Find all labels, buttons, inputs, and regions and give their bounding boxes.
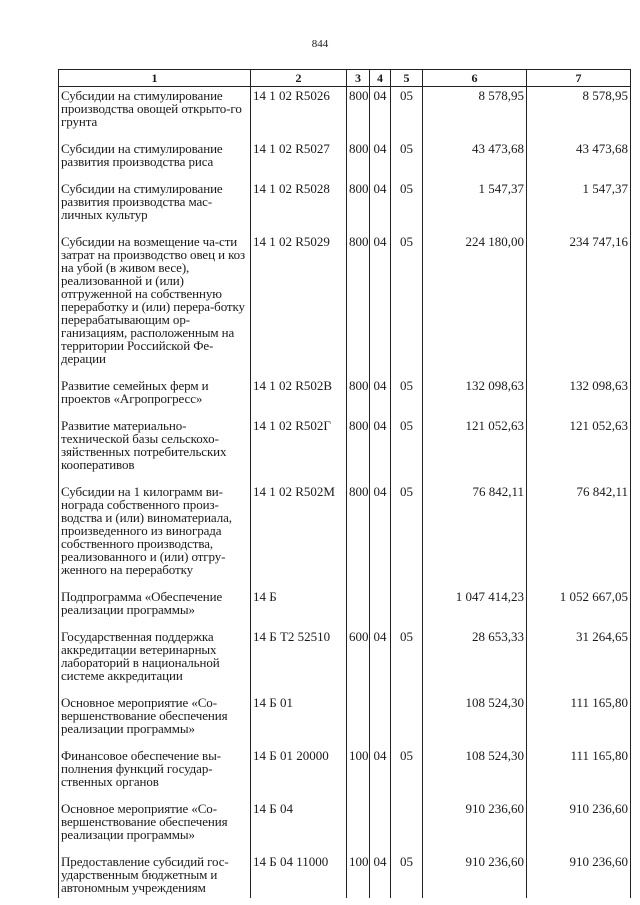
row-code: 14 1 02 R5026 (251, 87, 347, 141)
row-col3: 800 (347, 140, 370, 180)
row-name: Субсидии на стимулирование развития производства мас-личных культур (59, 180, 251, 233)
row-code: 14 Б 04 11000 (251, 853, 347, 898)
row-code: 14 1 02 R502Г (251, 417, 347, 483)
row-col5: 05 (391, 377, 423, 417)
column-header: 4 (370, 70, 391, 87)
column-header: 2 (251, 70, 347, 87)
row-name: Развитие семейных ферм и проектов «Агропрогресс» (59, 377, 251, 417)
row-col4: 04 (370, 853, 391, 898)
row-name: Подпрограмма «Обеспечение реализации программы» (59, 588, 251, 628)
row-code: 14 1 02 R502М (251, 483, 347, 588)
row-name: Государственная поддержка аккредитации ветеринарных лабораторий в национальной системе аккредитации (59, 628, 251, 694)
table-row (59, 233, 631, 377)
row-col7: 234 747,16 (527, 233, 631, 377)
row-col7: 111 165,80 (527, 747, 631, 800)
row-col6: 108 524,30 (423, 747, 527, 800)
table-row (59, 87, 631, 141)
row-col4: 04 (370, 140, 391, 180)
table-row (59, 588, 631, 628)
row-col6: 108 524,30 (423, 694, 527, 747)
row-col3: 800 (347, 377, 370, 417)
row-col4: 04 (370, 483, 391, 588)
row-col6: 28 653,33 (423, 628, 527, 694)
row-col7: 1 052 667,05 (527, 588, 631, 628)
row-code: 14 1 02 R502В (251, 377, 347, 417)
row-col5: 05 (391, 180, 423, 233)
table-row (59, 853, 631, 898)
table-row (59, 417, 631, 483)
row-col4: 04 (370, 87, 391, 141)
row-col6: 43 473,68 (423, 140, 527, 180)
column-header: 6 (423, 70, 527, 87)
row-col6: 1 547,37 (423, 180, 527, 233)
row-col5: 05 (391, 747, 423, 800)
row-col7: 121 052,63 (527, 417, 631, 483)
row-code: 14 1 02 R5028 (251, 180, 347, 233)
table-row (59, 694, 631, 747)
table-row (59, 747, 631, 800)
row-code: 14 Б Т2 52510 (251, 628, 347, 694)
row-col4: 04 (370, 180, 391, 233)
column-header: 1 (59, 70, 251, 87)
row-col7: 31 264,65 (527, 628, 631, 694)
row-code: 14 Б 01 (251, 694, 347, 747)
row-col5: 05 (391, 853, 423, 898)
row-col5 (391, 588, 423, 628)
row-col3 (347, 588, 370, 628)
row-col6: 910 236,60 (423, 800, 527, 853)
row-code: 14 Б (251, 588, 347, 628)
row-col5 (391, 800, 423, 853)
column-header: 5 (391, 70, 423, 87)
row-code: 14 Б 01 20000 (251, 747, 347, 800)
row-col4 (370, 694, 391, 747)
row-col6: 8 578,95 (423, 87, 527, 141)
row-col3 (347, 694, 370, 747)
row-code: 14 1 02 R5027 (251, 140, 347, 180)
row-col7: 111 165,80 (527, 694, 631, 747)
row-col5: 05 (391, 628, 423, 694)
row-col3: 800 (347, 483, 370, 588)
table-row (59, 140, 631, 180)
row-col3: 800 (347, 180, 370, 233)
row-col7: 43 473,68 (527, 140, 631, 180)
page-number: 844 (311, 38, 329, 50)
row-col4: 04 (370, 233, 391, 377)
row-col3: 800 (347, 417, 370, 483)
row-name: Развитие материально-технической базы сельскохо-зяйственных потребительских кооперативов (59, 417, 251, 483)
row-name: Основное мероприятие «Со-вершенствование обеспечения реализации программы» (59, 694, 251, 747)
row-col5 (391, 694, 423, 747)
row-name: Субсидии на стимулирование развития производства риса (59, 140, 251, 180)
row-name: Финансовое обеспечение вы-полнения функций государ-ственных органов (59, 747, 251, 800)
row-col3: 100 (347, 747, 370, 800)
row-col7: 910 236,60 (527, 800, 631, 853)
row-col6: 1 047 414,23 (423, 588, 527, 628)
row-col6: 121 052,63 (423, 417, 527, 483)
table-row (59, 800, 631, 853)
row-col7: 132 098,63 (527, 377, 631, 417)
row-name: Предоставление субсидий гос-ударственным бюджетным и автономным учреждениям (59, 853, 251, 898)
row-name: Субсидии на возмещение ча-сти затрат на производство овец и коз на убой (в живом весе), реализованной и (или) отгруженной на собственную переработку и (или) перера-ботку перерабатывающим ор-ганизациям, расположенным на территории Российской Фе-дерации (59, 233, 251, 377)
row-col5: 05 (391, 417, 423, 483)
row-col4: 04 (370, 377, 391, 417)
column-header: 7 (527, 70, 631, 87)
row-col6: 132 098,63 (423, 377, 527, 417)
row-code: 14 Б 04 (251, 800, 347, 853)
row-col3: 800 (347, 87, 370, 141)
row-name: Основное мероприятие «Со-вершенствование обеспечения реализации программы» (59, 800, 251, 853)
budget-table (58, 69, 631, 898)
row-col4 (370, 800, 391, 853)
column-header: 3 (347, 70, 370, 87)
row-col3: 800 (347, 233, 370, 377)
row-name: Субсидии на 1 килограмм ви-нограда собственного произ-водства и (или) виноматериала, произведенного из винограда собственного производства, реализованного и (или) отгру-женного на переработку (59, 483, 251, 588)
row-col6: 224 180,00 (423, 233, 527, 377)
row-col3 (347, 800, 370, 853)
row-col4: 04 (370, 628, 391, 694)
table-body (59, 87, 631, 899)
row-code: 14 1 02 R5029 (251, 233, 347, 377)
row-col4 (370, 588, 391, 628)
table-row (59, 180, 631, 233)
row-col5: 05 (391, 483, 423, 588)
row-col3: 600 (347, 628, 370, 694)
table-row (59, 377, 631, 417)
row-col7: 76 842,11 (527, 483, 631, 588)
row-col4: 04 (370, 417, 391, 483)
table-row (59, 628, 631, 694)
row-col4: 04 (370, 747, 391, 800)
row-col5: 05 (391, 140, 423, 180)
row-name: Субсидии на стимулирование производства овощей открыто-го грунта (59, 87, 251, 141)
row-col5: 05 (391, 87, 423, 141)
row-col3: 100 (347, 853, 370, 898)
row-col5: 05 (391, 233, 423, 377)
row-col7: 8 578,95 (527, 87, 631, 141)
row-col7: 910 236,60 (527, 853, 631, 898)
row-col6: 910 236,60 (423, 853, 527, 898)
row-col6: 76 842,11 (423, 483, 527, 588)
row-col7: 1 547,37 (527, 180, 631, 233)
header-row (59, 70, 631, 87)
table-row (59, 483, 631, 588)
